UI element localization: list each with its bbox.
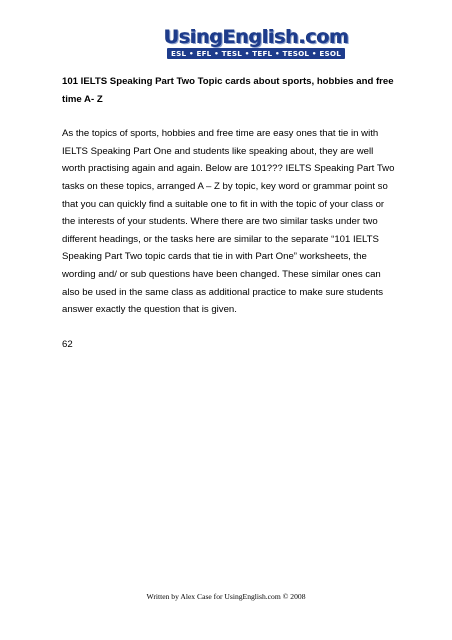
page-footer: Written by Alex Case for UsingEnglish.com © 2008: [146, 592, 306, 601]
usingenglish-logo: [164, 26, 349, 62]
logo-title: UsingEnglish.com: [164, 26, 349, 48]
document-body-paragraph: As the topics of sports, hobbies and free time are easy ones that tie in with IELTS Speaking Part One and students like speaking about, they are well worth practising again and again. Below are 101??? IELTS Speaking Part Two tasks on these topics, arranged A – Z by topic, key word or grammar point so that you can quickly find a suitable one to fit in with the topic of your class or the interests of your students. Where there are two similar tasks under two different headings, or the tasks here are similar to the separate “101 IELTS Speaking Part Two topic cards that tie in with Part One” worksheets, the wording and/ or sub questions have been changed. These similar ones can also be used in the same class as additional practice to make sure students answer exactly the question that is given.: [62, 128, 395, 316]
document-heading: 101 IELTS Speaking Part Two Topic cards about sports, hobbies and free time A- Z: [62, 76, 394, 105]
page-number: 62: [62, 338, 73, 350]
document-content: [62, 73, 396, 353]
logo-tagline: ESL • EFL • TESL • TEFL • TESOL • ESOL: [167, 48, 345, 59]
